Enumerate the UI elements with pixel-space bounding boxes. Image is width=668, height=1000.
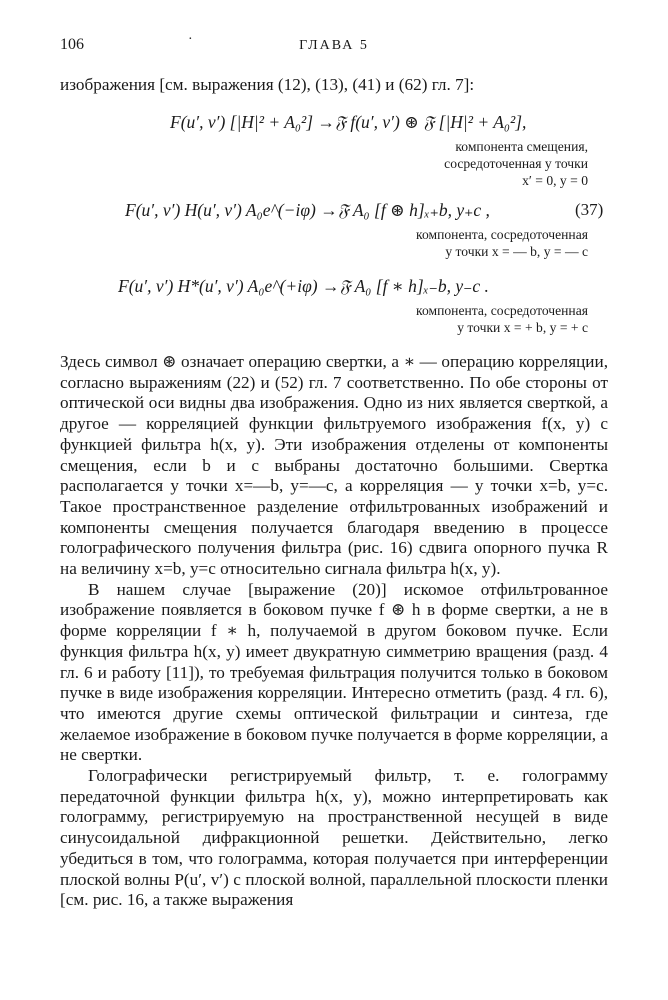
running-head: ГЛАВА 5: [299, 38, 369, 53]
note-line: компонента, сосредоточенная: [416, 303, 588, 318]
paragraph-1: Здесь символ ⊛ означает операцию свертки, а ∗ — операцию корреляции, согласно выражениям (22) и (52) гл. 7 соответственно. По обе стороны от оптической оси видны два изображения. Одно из них является сверткой, а другое — корреляцией функции фильтруемого изображения f(x, y) с функцией фильтра h(x, y). Эти изображения отделены от компоненты смещения, если b и c выбраны достаточно большими. Свертка располагается у точки x=—b, y=—c, а корреляция — у точки x=b, y=c. Такое пространственное разделение отфильтрованных изображений и компоненты смещения получается благодаря введению в процессе голографического получения фильтра (рис. 16) сдвига опорного пучка R на величину x=b, y=c относительно сигнала фильтра h(x, y).: [60, 352, 608, 579]
formula-1: F(u′, v′) [|H|² + A₀²] →𝔉 f(u′, v′) ⊛ 𝔉 [|H|² + A₀²],: [170, 112, 527, 132]
paragraph-2: В нашем случае [выражение (20)] искомое отфильтрованное изображение появляется в боковом пучке f ⊛ h в форме свертки, а не в форме корреляции f ∗ h, получаемой в другом боковом пучке. Если функция фильтра h(x, y) имеет двукратную симметрию вращения (разд. 4 гл. 6 и работу [11]), то требуемая фильтрация получится только в боковом пучке в виде изображения корреляции. Интересно отметить (разд. 4 гл. 6), что имеются другие схемы оптической фильтрации и синтеза, где желаемое изображение в боковом пучке получается в форме корреляции, а не свертки.: [60, 579, 608, 765]
equation-number: (37): [575, 200, 604, 219]
body-text: [60, 352, 608, 911]
note-line: компонента, сосредоточенная: [416, 227, 588, 242]
intro-line: изображения [см. выражения (12), (13), (41) и (62) гл. 7]:: [60, 75, 475, 94]
formula-1-note: [444, 138, 588, 189]
page-number: 106: [60, 36, 84, 53]
formula-3: F(u′, v′) H*(u′, v′) A₀e^(+iφ) →𝔉 A₀ [f ∗ h]ₓ₋b, y₋c .: [118, 276, 489, 296]
note-line: сосредоточенная у точки: [444, 156, 588, 171]
note-line: у точки x = + b, y = + c: [457, 320, 588, 335]
note-line: компонента смещения,: [455, 139, 588, 154]
formula-2-note: [416, 226, 588, 260]
formula-3-note: [416, 302, 588, 336]
paragraph-3: Голографически регистрируемый фильтр, т. е. голограмму передаточной функции фильтра h(x, y), можно интерпретировать как голограмму, регистрируемую на пространственной несущей в виде синусоидальной дифракционной решетки. Действительно, легко убедиться в том, что голограмма, которая получается при интерференции плоской волны P(u′, v′) с плоской волной, параллельной плоскости пленки [см. рис. 16, а также выражения: [60, 766, 608, 910]
page-header: [60, 32, 608, 60]
formula-2: F(u′, v′) H(u′, v′) A₀e^(−iφ) →𝔉 A₀ [f ⊛ h]ₓ₊b, y₊c ,: [125, 200, 490, 220]
header-mark: ·: [188, 32, 193, 47]
note-line: x′ = 0, y = 0: [522, 173, 588, 188]
note-line: у точки x = — b, y = — c: [445, 244, 588, 259]
